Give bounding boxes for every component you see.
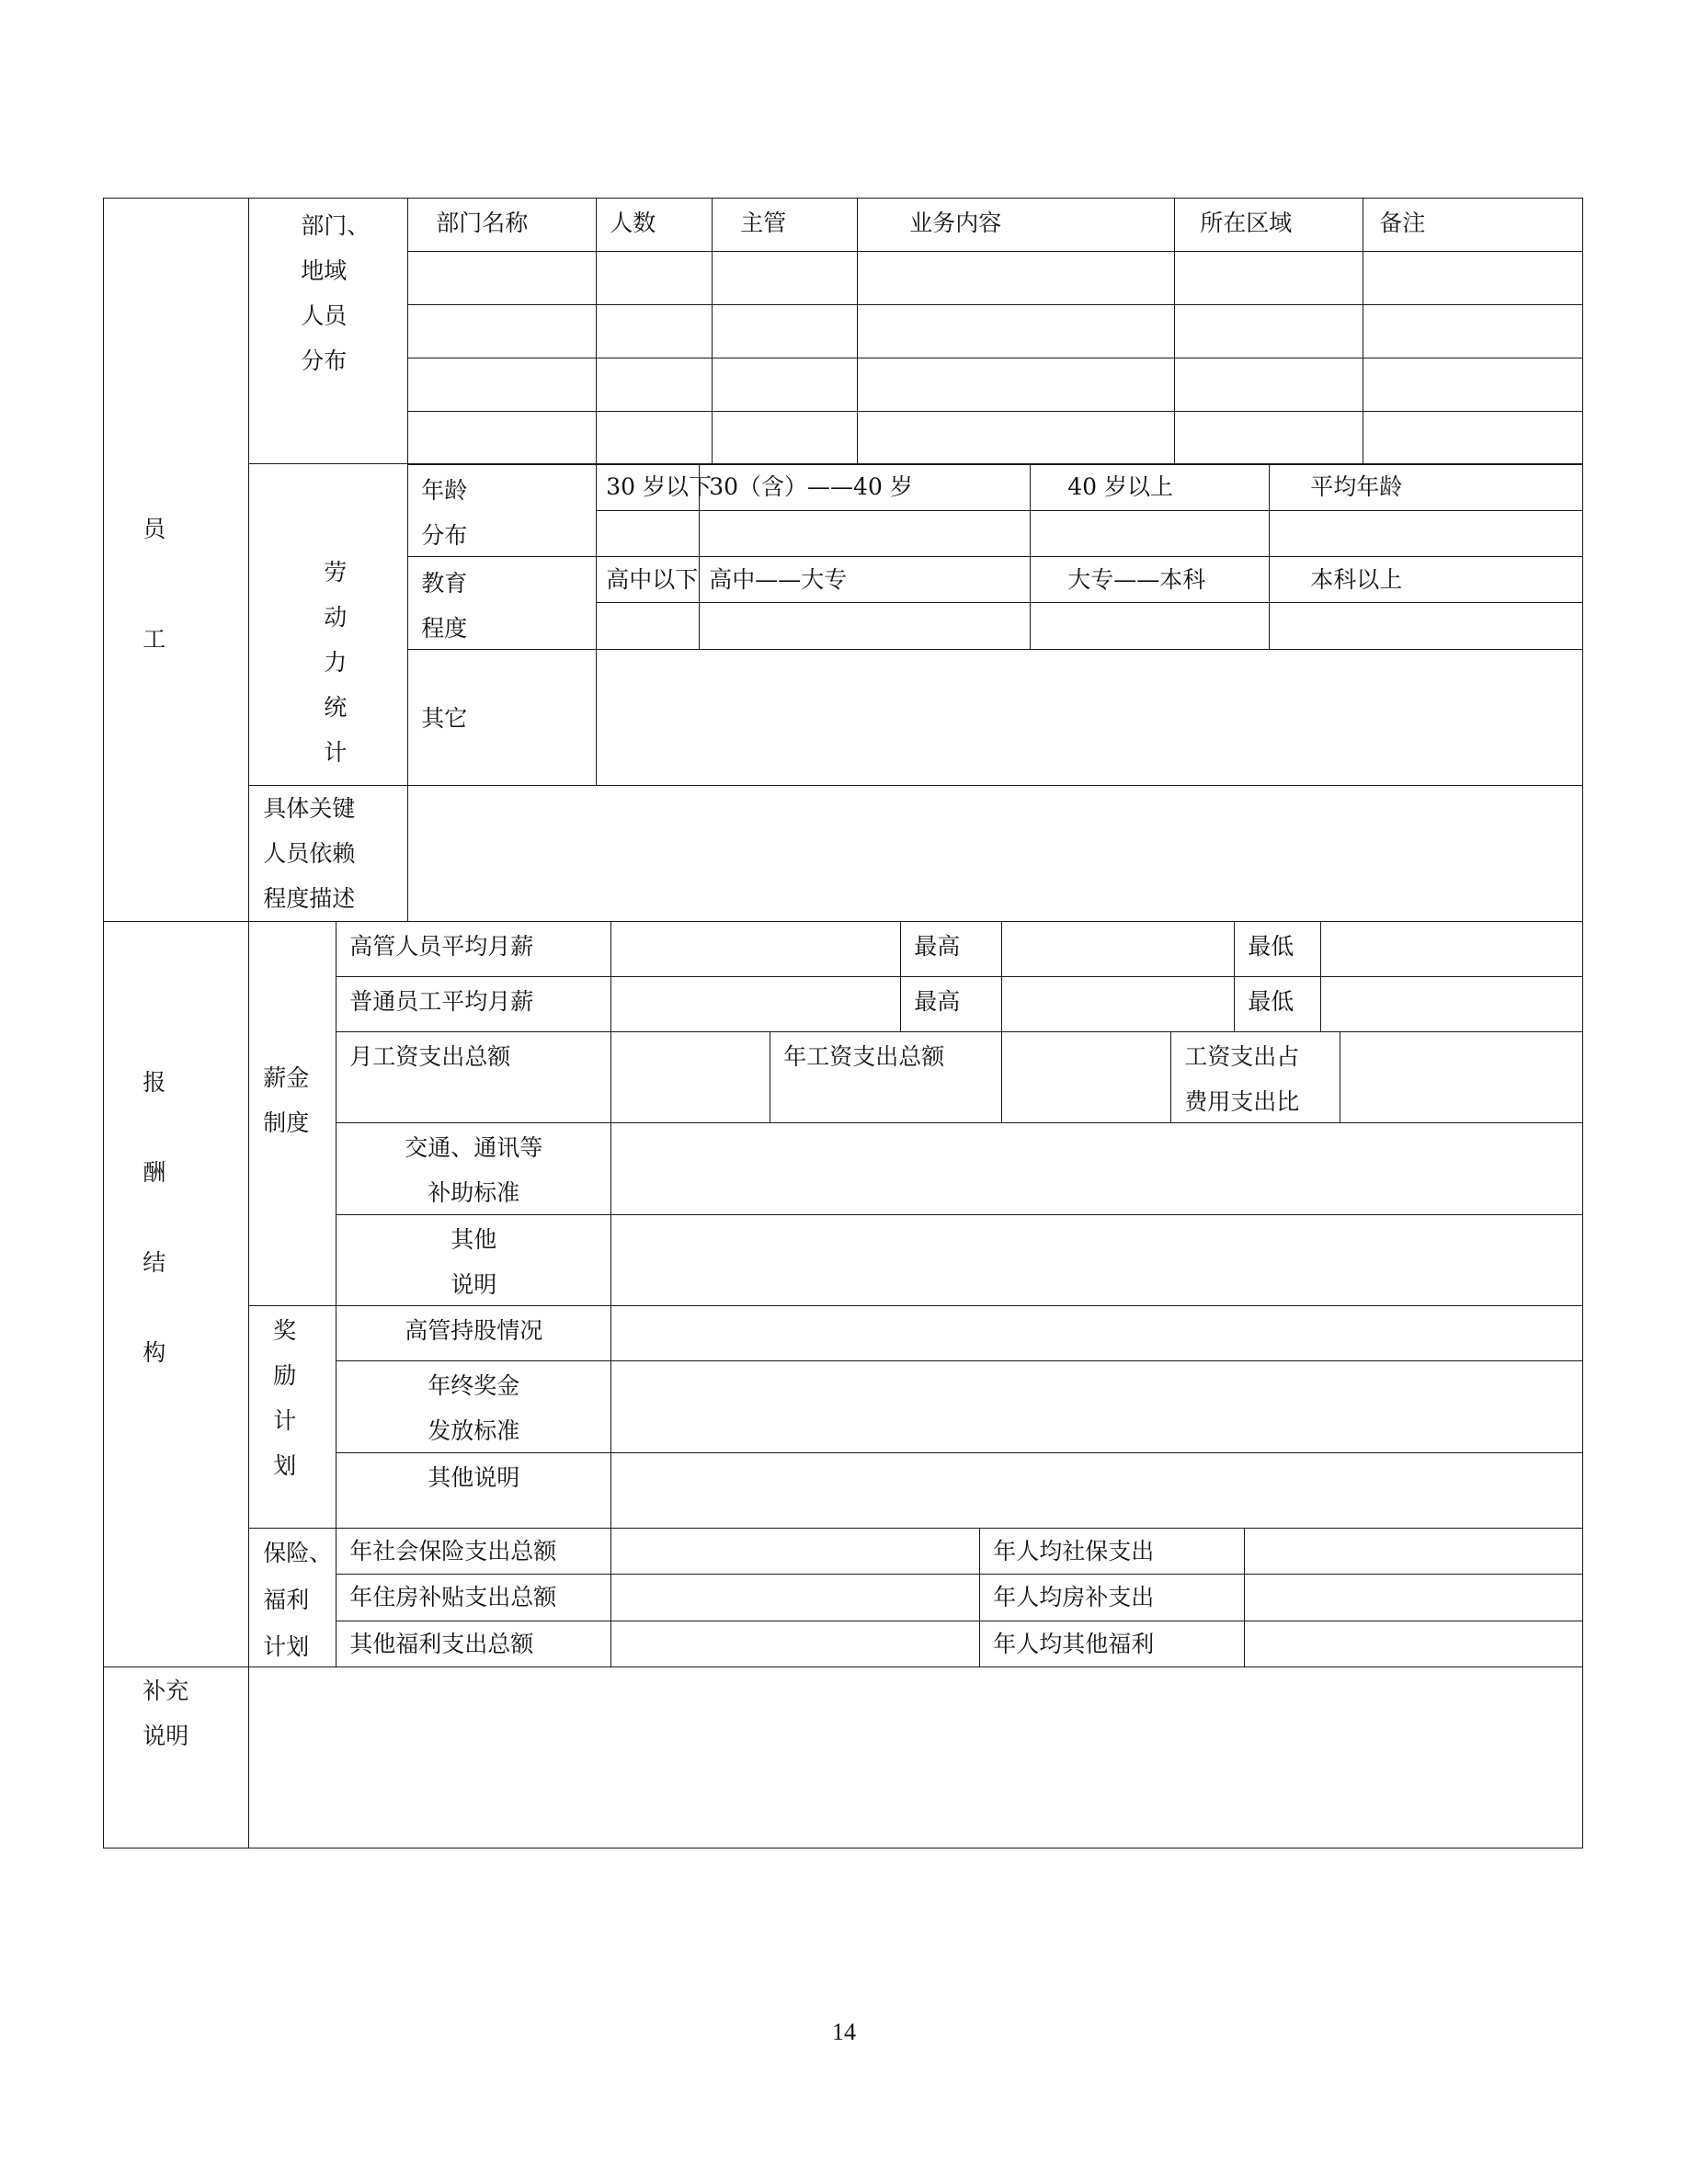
dept-row-2-manager-cell[interactable] xyxy=(712,304,858,358)
labor-other-value[interactable] xyxy=(596,649,1583,786)
dept-row-1-business-cell[interactable] xyxy=(857,251,1175,305)
edu-above-bachelor: 本科以上 xyxy=(1310,566,1403,594)
dept-row-2-remarks-cell[interactable] xyxy=(1363,304,1583,358)
staff-avg-salary-label: 普通员工平均月薪 xyxy=(349,988,534,1016)
compensation-section-header xyxy=(103,921,249,1667)
bonus-value[interactable] xyxy=(610,1360,1583,1453)
compensation-section-label: 报 酬 结 构 xyxy=(143,1069,166,1367)
allowance-label: 交通、通讯等 补助标准 xyxy=(405,1134,543,1207)
year-end-bonus-label: 年终奖金 发放标准 xyxy=(428,1372,520,1445)
edu-col-college-bachelor xyxy=(1030,556,1270,603)
education-label: 教育 程度 xyxy=(421,570,468,643)
welfare-per-capita-label-3: 年人均其他福利 xyxy=(993,1631,1155,1658)
education-label-cell xyxy=(407,556,597,650)
salary-other-value[interactable] xyxy=(610,1214,1583,1306)
allowance-label-cell xyxy=(336,1122,611,1215)
staff-min-label: 最低 xyxy=(1248,988,1295,1016)
exec-max-value[interactable] xyxy=(1001,921,1235,977)
header-dept-name: 部门名称 xyxy=(436,210,529,237)
age-over40: 40 岁以上 xyxy=(1067,473,1174,501)
bonus-label-cell xyxy=(336,1360,611,1453)
dept-row-3-business-cell[interactable] xyxy=(857,358,1175,412)
welfare-value-3-cell[interactable] xyxy=(610,1621,980,1667)
dept-row-4-manager-cell[interactable] xyxy=(712,411,858,465)
dept-header-region xyxy=(1174,198,1363,252)
dept-header-manager xyxy=(712,198,858,252)
dept-row-4-headcount-cell[interactable] xyxy=(596,411,713,465)
dept-distribution-label: 部门、 地域 人员 分布 xyxy=(301,212,371,375)
edu-below-high-school: 高中以下 xyxy=(606,566,699,594)
dept-row-4-dept-name-cell[interactable] xyxy=(407,411,597,465)
labor-statistics-group xyxy=(248,463,408,786)
exec-min-value[interactable] xyxy=(1320,921,1583,977)
age-value-over40[interactable] xyxy=(1030,510,1270,557)
age-30-40: 30（含）——40 岁 xyxy=(709,473,913,501)
exec-max-label: 最高 xyxy=(914,933,961,961)
edu-value-below-hs[interactable] xyxy=(596,602,700,650)
salary-other-label-cell xyxy=(336,1214,611,1306)
salary-system-group xyxy=(248,921,336,1306)
staff-section-header xyxy=(103,198,249,922)
annual-total-value[interactable] xyxy=(1001,1031,1171,1123)
staff-avg-label-cell xyxy=(336,976,611,1032)
welfare-value-2-cell[interactable] xyxy=(610,1574,980,1621)
dept-row-1-dept-name-cell[interactable] xyxy=(407,251,597,305)
labor-other-label: 其它 xyxy=(421,705,468,733)
age-distribution-label-cell xyxy=(407,463,597,557)
welfare-plan-label: 保险、 福利 计划 xyxy=(263,1540,333,1661)
dept-header-remarks xyxy=(1363,198,1583,252)
supplement-value[interactable] xyxy=(248,1666,1583,1848)
dept-row-1-region-cell[interactable] xyxy=(1174,251,1363,305)
edu-col-hs-college xyxy=(699,556,1031,603)
payroll-ratio-label: 工资支出占 费用支出比 xyxy=(1184,1043,1300,1116)
key-personnel-value[interactable] xyxy=(407,785,1583,922)
page-number: 14 xyxy=(832,2019,856,2045)
incentive-other-label-cell xyxy=(336,1452,611,1529)
age-col-average xyxy=(1269,463,1583,511)
exec-avg-salary-label: 高管人员平均月薪 xyxy=(349,933,534,961)
ratio-label-cell xyxy=(1170,1031,1340,1123)
incentive-plan-group xyxy=(248,1305,336,1529)
monthly-total-value[interactable] xyxy=(610,1031,770,1123)
dept-header-count xyxy=(596,198,713,252)
header-remarks: 备注 xyxy=(1379,210,1426,237)
edu-value-hs-college[interactable] xyxy=(699,602,1031,650)
welfare-label-3: 其他福利支出总额 xyxy=(349,1631,534,1658)
dept-row-2-headcount-cell[interactable] xyxy=(596,304,713,358)
exec-min-label: 最低 xyxy=(1248,933,1295,961)
welfare-per-capita-value-1-cell[interactable] xyxy=(1244,1528,1583,1575)
supplement-label: 补充 说明 xyxy=(143,1678,189,1750)
welfare-per-capita-label-1: 年人均社保支出 xyxy=(993,1538,1155,1565)
labor-other-label-cell xyxy=(407,649,597,786)
dept-row-1-manager-cell[interactable] xyxy=(712,251,858,305)
header-manager: 主管 xyxy=(740,210,787,237)
age-col-30to40 xyxy=(699,463,1031,511)
incentive-plan-label: 奖 励 计 划 xyxy=(273,1317,297,1480)
dept-row-3-manager-cell[interactable] xyxy=(712,358,858,412)
welfare-label-2-cell xyxy=(336,1574,611,1621)
dept-row-2-region-cell[interactable] xyxy=(1174,304,1363,358)
welfare-per-capita-value-3-cell[interactable] xyxy=(1244,1621,1583,1667)
dept-row-3-remarks-cell[interactable] xyxy=(1363,358,1583,412)
exec-min-label-cell xyxy=(1234,921,1321,977)
dept-header-business xyxy=(857,198,1175,252)
dept-row-3-dept-name-cell[interactable] xyxy=(407,358,597,412)
dept-distribution-group xyxy=(248,198,408,464)
dept-row-4-remarks-cell[interactable] xyxy=(1363,411,1583,465)
staff-avg-value[interactable] xyxy=(610,976,901,1032)
dept-row-3-headcount-cell[interactable] xyxy=(596,358,713,412)
header-headcount: 人数 xyxy=(610,210,656,237)
exec-shares-value[interactable] xyxy=(610,1305,1583,1361)
staff-min-value[interactable] xyxy=(1320,976,1583,1032)
dept-header-name xyxy=(407,198,597,252)
staff-min-label-cell xyxy=(1234,976,1321,1032)
welfare-per-capita-value-2-cell[interactable] xyxy=(1244,1574,1583,1621)
dept-row-4-region-cell[interactable] xyxy=(1174,411,1363,465)
dept-row-1-remarks-cell[interactable] xyxy=(1363,251,1583,305)
edu-col-below-hs xyxy=(596,556,700,603)
header-business: 业务内容 xyxy=(909,210,1002,237)
welfare-per-capita-label-2-cell xyxy=(979,1574,1245,1621)
dept-row-2-business-cell[interactable] xyxy=(857,304,1175,358)
age-under30: 30 岁以下 xyxy=(606,473,713,501)
exec-shares-label: 高管持股情况 xyxy=(405,1317,543,1345)
dept-row-2-dept-name-cell[interactable] xyxy=(407,304,597,358)
supplement-label-cell xyxy=(103,1666,249,1848)
dept-row-3-region-cell[interactable] xyxy=(1174,358,1363,412)
welfare-per-capita-label-3-cell xyxy=(979,1621,1245,1667)
welfare-label-1: 年社会保险支出总额 xyxy=(349,1538,557,1565)
edu-col-above-bachelor xyxy=(1269,556,1583,603)
key-personnel-label: 具体关键 人员依赖 程度描述 xyxy=(263,795,356,913)
edu-college-to-bachelor: 大专——本科 xyxy=(1067,566,1206,594)
exec-avg-value[interactable] xyxy=(610,921,901,977)
labor-statistics-label: 劳 动 力 统 计 xyxy=(324,559,348,767)
incentive-other-label: 其他说明 xyxy=(428,1464,520,1492)
age-distribution-label: 年龄 分布 xyxy=(421,477,468,550)
dept-row-1-headcount-cell[interactable] xyxy=(596,251,713,305)
annual-payroll-total-label: 年工资支出总额 xyxy=(783,1043,945,1071)
welfare-value-1-cell[interactable] xyxy=(610,1528,980,1575)
age-value-30to40[interactable] xyxy=(699,510,1031,557)
ratio-value[interactable] xyxy=(1340,1031,1583,1123)
staff-max-label-cell xyxy=(900,976,1002,1032)
staff-max-value[interactable] xyxy=(1001,976,1235,1032)
exec-avg-label-cell xyxy=(336,921,611,977)
exec-max-label-cell xyxy=(900,921,1002,977)
edu-hs-to-college: 高中——大专 xyxy=(709,566,848,594)
exec-shares-label-cell xyxy=(336,1305,611,1361)
annual-total-label-cell xyxy=(770,1031,1002,1123)
staff-max-label: 最高 xyxy=(914,988,961,1016)
age-average: 平均年龄 xyxy=(1310,473,1403,501)
monthly-payroll-total-label: 月工资支出总额 xyxy=(349,1043,511,1071)
incentive-other-value[interactable] xyxy=(610,1452,1583,1529)
age-value-average[interactable] xyxy=(1269,510,1583,557)
monthly-total-label-cell xyxy=(336,1031,611,1123)
age-col-under30 xyxy=(596,463,713,511)
welfare-label-3-cell xyxy=(336,1621,611,1667)
allowance-value[interactable] xyxy=(610,1122,1583,1215)
salary-system-label: 薪金 制度 xyxy=(263,1064,310,1137)
key-personnel-label-cell xyxy=(248,785,408,922)
age-col-over40 xyxy=(1030,463,1270,511)
dept-row-4-business-cell[interactable] xyxy=(857,411,1175,465)
edu-value-above-bachelor[interactable] xyxy=(1269,602,1583,650)
welfare-plan-group xyxy=(248,1528,336,1667)
welfare-per-capita-label-1-cell xyxy=(979,1528,1245,1575)
header-region: 所在区域 xyxy=(1200,210,1293,237)
welfare-label-2: 年住房补贴支出总额 xyxy=(349,1584,557,1611)
edu-value-college-bachelor[interactable] xyxy=(1030,602,1270,650)
staff-section-label: 员 工 xyxy=(143,516,166,654)
salary-other-label: 其他 说明 xyxy=(451,1226,497,1299)
age-value-under30[interactable] xyxy=(596,510,700,557)
welfare-per-capita-label-2: 年人均房补支出 xyxy=(993,1584,1155,1611)
welfare-label-1-cell xyxy=(336,1528,611,1575)
